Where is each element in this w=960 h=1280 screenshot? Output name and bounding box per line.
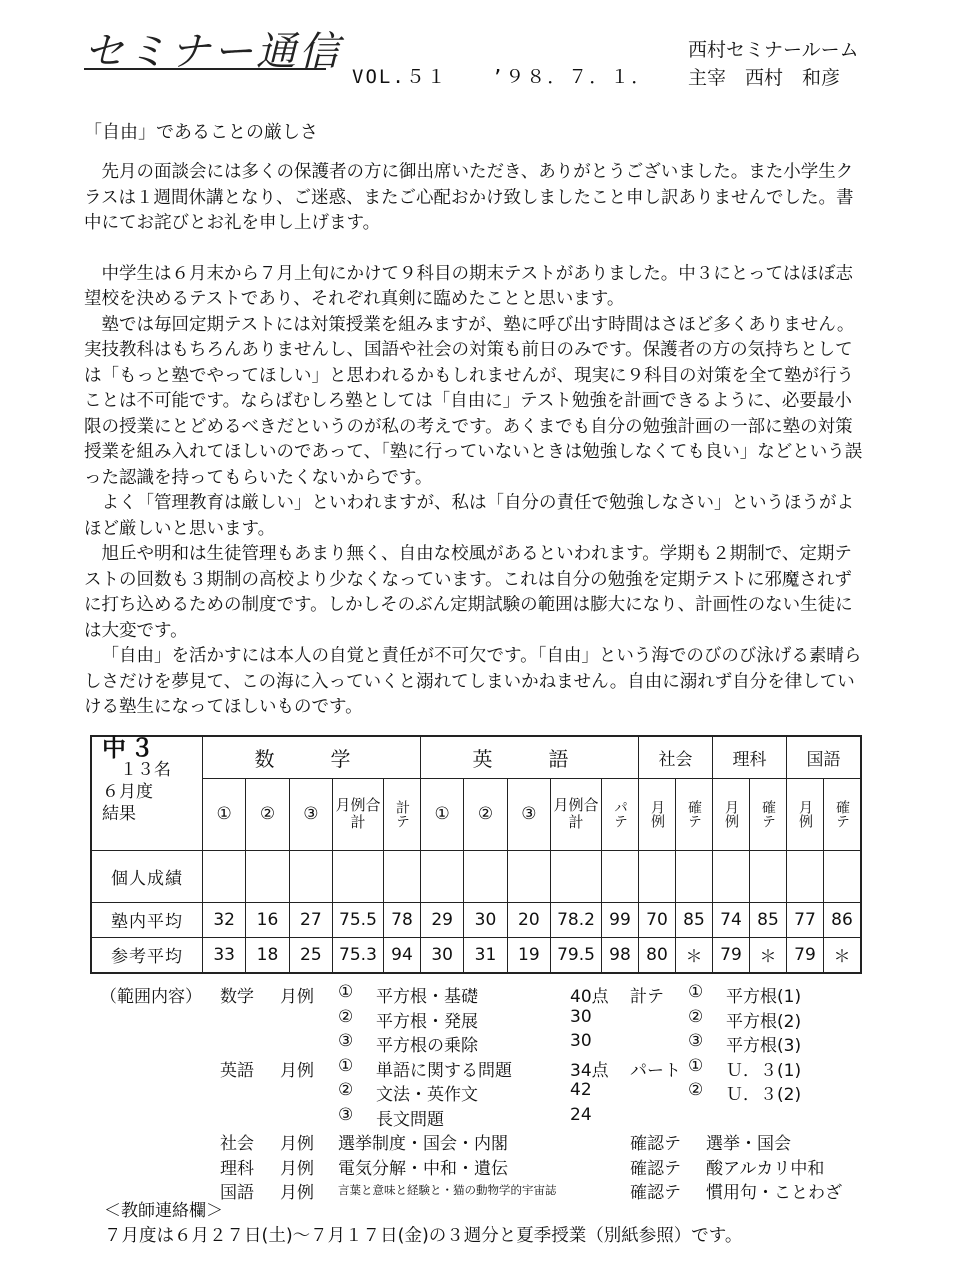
scope-num: ② [338, 1080, 354, 1100]
scope-label: （範囲内容） [100, 987, 202, 1007]
subject-japanese: 国語 [787, 736, 862, 778]
scope-item: 平方根(1) [726, 987, 802, 1007]
teacher-notes-heading: ＜教師連絡欄＞ [104, 1201, 223, 1221]
paragraph: 「自由」を活かすには本人の自覚と責任が不可欠です。「自由」という海でのびのび泳げる素晴らしさだけを夢見て、この海に入っていくと溺れてしまいかねません。自由に溺れず自分を律していける塾生になってほしいものです。 [84, 646, 862, 717]
newsletter-title: セミナー通信 [84, 29, 342, 75]
subject-math: 数 学 [203, 736, 421, 778]
scope-monthly: 月例 [280, 1134, 314, 1154]
cell: 78.2 [551, 902, 602, 937]
cell: 78 [383, 902, 420, 937]
cell: 33 [203, 937, 246, 973]
paragraph: 先月の面談会には多くの保護者の方に御出席いただき、ありがとうございました。また小学生クラスは１週間休講となり、ご迷惑、またご心配おかけ致しましたこと申し訳ありませんでした。書中にてお詫びとお礼を申し上げます。 [84, 162, 854, 233]
cell [289, 850, 332, 902]
scope-item: 文法・英作文 [376, 1085, 478, 1105]
cell: 85 [750, 902, 787, 937]
cell: 30 [420, 937, 463, 973]
teacher-notes-text: ７月度は６月２７日(土)～７月１７日(金)の３週分と夏季授業（別紙参照）です。 [104, 1226, 743, 1246]
cell: 30 [464, 902, 507, 937]
scope-points: 24 [570, 1104, 592, 1125]
scope-part: パート [630, 1060, 681, 1081]
student-count: １３名 [120, 760, 171, 780]
cell [203, 850, 246, 902]
cell: 79 [787, 937, 824, 973]
col-japanese-monthly: 月例 [787, 778, 824, 850]
col-math-total: 月例合計 [332, 778, 383, 850]
table-row [91, 902, 861, 937]
scope-math: 数学 [220, 987, 254, 1007]
scope-points: 30 [570, 1031, 592, 1051]
scope-science: 理科 [220, 1158, 254, 1179]
col-science-monthly: 月例 [713, 778, 750, 850]
paragraph: 中学生は６月末から７月上旬にかけて９科目の期末テストがありました。中３にとってはほぼ志望校を決めるテストであり、それぞれ真剣に臨めたことと思います。 [84, 263, 853, 309]
scope-item: 慣用句・ことわざ [706, 1183, 842, 1203]
subject-science: 理科 [713, 736, 787, 778]
scope-points: 40点 [570, 987, 609, 1007]
scope-item: 平方根・発展 [376, 1011, 478, 1032]
col-science-check: 確テ [750, 778, 787, 850]
scope-num: ① [688, 1055, 704, 1076]
scope-monthly: 月例 [280, 987, 314, 1007]
scope-item: 選挙制度・国会・内閣 [338, 1134, 508, 1154]
scope-item: 平方根の乗除 [376, 1036, 478, 1056]
subject-social: 社会 [639, 736, 713, 778]
cell: ＊ [824, 937, 862, 973]
cell [332, 850, 383, 902]
cell: 27 [289, 902, 332, 937]
scope-check: 確認テ [630, 1158, 681, 1179]
scope-num: ① [338, 982, 354, 1002]
col-eng-part: パテ [602, 778, 639, 850]
org-owner: 主宰 西村 和彦 [688, 67, 841, 89]
cell [750, 850, 787, 902]
scope-num: ③ [338, 1031, 354, 1051]
scope-item: 電気分解・中和・遺伝 [338, 1158, 508, 1179]
cell: ＊ [676, 937, 713, 973]
cell: 77 [787, 902, 824, 937]
scope-item: 長文問題 [376, 1109, 444, 1130]
col-eng-3: ③ [507, 778, 550, 850]
cell: 31 [464, 937, 507, 973]
paragraph: よく「管理教育は厳しい」といわれますが、私は「自分の責任で勉強しなさい」というほうがよほど厳しいと思います。 [84, 493, 854, 539]
cell [246, 850, 289, 902]
col-math-3: ③ [289, 778, 332, 850]
cell [383, 850, 420, 902]
cell [676, 850, 713, 902]
org-name: 西村セミナールーム [688, 39, 859, 61]
scope-item: Ｕ．３(2) [726, 1085, 802, 1105]
cell: 75.5 [332, 902, 383, 937]
col-math-keite: 計テ [383, 778, 420, 850]
cell: 18 [246, 937, 289, 973]
title-underline [84, 68, 326, 70]
cell: 99 [602, 902, 639, 937]
cell [551, 850, 602, 902]
scope-monthly: 月例 [280, 1158, 314, 1179]
row-label-ref: 参考平均 [91, 937, 203, 973]
col-social-check: 確テ [676, 778, 713, 850]
cell: 70 [639, 902, 676, 937]
col-eng-1: ① [420, 778, 463, 850]
cell [639, 850, 676, 902]
scope-english: 英語 [220, 1060, 254, 1081]
cell: 86 [824, 902, 862, 937]
cell [824, 850, 862, 902]
scope-item: 選挙・国会 [706, 1134, 791, 1154]
scope-num: ① [338, 1055, 354, 1076]
organization [688, 36, 859, 92]
cell: 32 [203, 902, 246, 937]
class-header [91, 736, 203, 850]
col-eng-2: ② [464, 778, 507, 850]
cell: 94 [383, 937, 420, 973]
scope-num: ③ [338, 1104, 354, 1125]
col-math-2: ② [246, 778, 289, 850]
cell [713, 850, 750, 902]
cell [420, 850, 463, 902]
scope-keite: 計テ [630, 987, 664, 1007]
class-label: 中３ [102, 734, 158, 762]
grades-table [90, 735, 862, 974]
cell: 75.3 [332, 937, 383, 973]
subject-english: 英 語 [420, 736, 638, 778]
row-label-avg: 塾内平均 [91, 902, 203, 937]
scope-num: ① [688, 982, 704, 1002]
paragraph: 塾では毎回定期テストには対策授業を組みますが、塾に呼び出す時間はさほど多くありません。実技教科はもちろんありませんし、国語や社会の対策も前日のみです。保護者の方の気持ちとしては「もっと塾でやってほしい」と思われるかもしれませんが、現実に９科目の対策を全て塾が行うことは不可能です。ならばむしろ塾としては「自由に」テスト勉強を計画できるように、必要最小限の授業にとどめるべきだというのが私の考えです。あくまでも自分の勉強計画の一部に塾の対策授業を組み入れてほしいのであって、「塾に行っていないときは勉強しなくても良い」などという誤った認識を持ってもらいたくないからです。 [84, 314, 863, 488]
scope-monthly: 月例 [280, 1060, 314, 1081]
col-math-1: ① [203, 778, 246, 850]
scope-item: 平方根(3) [726, 1036, 802, 1056]
cell: 79 [713, 937, 750, 973]
cell: ＊ [750, 937, 787, 973]
scope-item: Ｕ．３(1) [726, 1060, 802, 1081]
cell: 85 [676, 902, 713, 937]
scope-item: 平方根(2) [726, 1011, 802, 1032]
cell: 25 [289, 937, 332, 973]
cell: 19 [507, 937, 550, 973]
cell [507, 850, 550, 902]
result-label: 結果 [102, 804, 136, 824]
scope-points: 30 [570, 1006, 592, 1027]
article-body [84, 160, 864, 721]
article-title: 「自由」であることの厳しさ [84, 122, 318, 143]
scope-check: 確認テ [630, 1183, 681, 1203]
issue-date: ’９８．７．１． [491, 66, 653, 88]
table-row [91, 937, 861, 973]
scope-num: ③ [688, 1031, 704, 1051]
scope-num: ② [688, 1006, 704, 1027]
cell: 80 [639, 937, 676, 973]
paragraph: 旭丘や明和は生徒管理もあまり無く、自由な校風があるといわれます。学期も２期制で、定期テストの回数も３期制の高校より少なくなっています。これは自分の勉強を定期テストに邪魔されずに打ち込めるための制度です。しかしそのぶん定期試験の範囲は膨大になり、計画性のない生徒には大変です。 [84, 544, 853, 641]
cell: 98 [602, 937, 639, 973]
cell: 74 [713, 902, 750, 937]
scope-check: 確認テ [630, 1134, 681, 1154]
issue-info [352, 62, 652, 89]
table-row [91, 850, 861, 902]
scope-points: 34点 [570, 1060, 609, 1081]
scope-item: 単語に関する問題 [376, 1060, 512, 1081]
scope-social: 社会 [220, 1134, 254, 1154]
cell [602, 850, 639, 902]
cell: 20 [507, 902, 550, 937]
scope-num: ② [688, 1080, 704, 1100]
month-label: ６月度 [102, 782, 153, 802]
cell: 16 [246, 902, 289, 937]
scope-item: 平方根・基礎 [376, 987, 478, 1007]
scope-item: 言葉と意味と経験と・猫の動物学的宇宙誌 [338, 1183, 557, 1197]
scope-monthly: 月例 [280, 1183, 314, 1203]
cell: 79.5 [551, 937, 602, 973]
cell [464, 850, 507, 902]
scope-japanese: 国語 [220, 1183, 254, 1203]
col-japanese-check: 確テ [824, 778, 862, 850]
scope-item: 酸アルカリ中和 [706, 1158, 825, 1179]
volume: VOL.５１ [352, 66, 448, 88]
scope-num: ② [338, 1006, 354, 1027]
cell: 29 [420, 902, 463, 937]
col-eng-total: 月例合計 [551, 778, 602, 850]
row-label-individual: 個人成績 [91, 850, 203, 902]
col-social-monthly: 月例 [639, 778, 676, 850]
cell [787, 850, 824, 902]
scope-points: 42 [570, 1080, 592, 1100]
